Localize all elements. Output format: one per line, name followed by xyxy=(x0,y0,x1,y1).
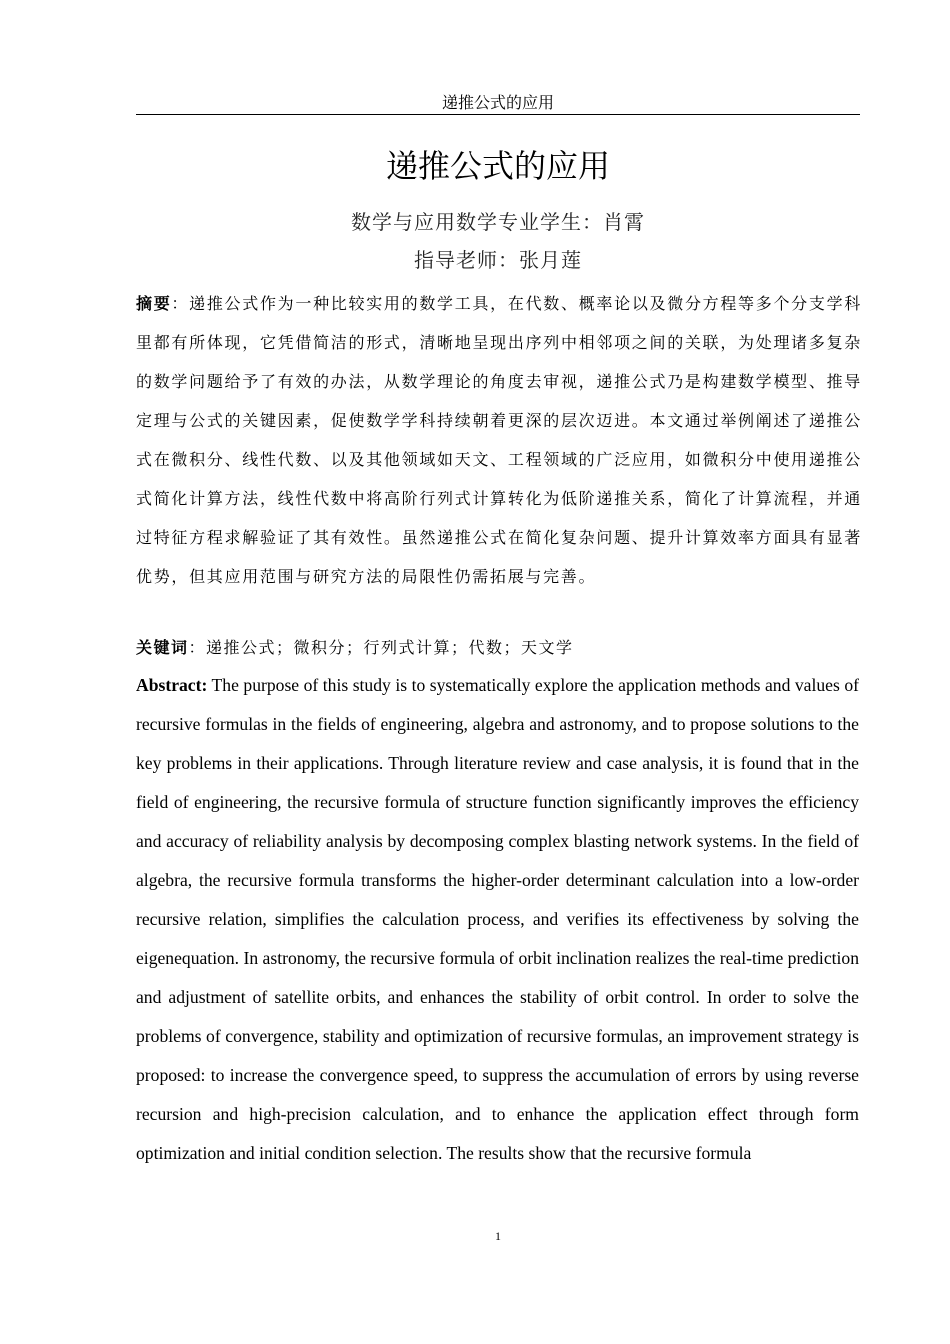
chinese-keywords-label: 关键词 xyxy=(136,638,189,657)
english-abstract-text: The purpose of this study is to systematically explore the application methods and values of recursive formulas in the fields of engineering, algebra and astronomy, and to propose solutions to the key problems in their applications. Through literature review and case analysis, it is found that in the field of engineering, the recursive formula of structure function significantly improves the efficiency and accuracy of reliability analysis by decomposing complex blasting network systems. In the field of algebra, the recursive formula transforms the higher-order determinant calculation into a low-order recursive relation, simplifies the calculation process, and verifies its effectiveness by solving the eigenequation. In astronomy, the recursive formula of orbit inclination realizes the real-time prediction and adjustment of satellite orbits, and enhances the stability of orbit control. In order to solve the problems of convergence, stability and optimization of recursive formulas, an improvement strategy is proposed: to increase the convergence speed, to suppress the accumulation of errors by using reverse recursion and high-precision calculation, and to enhance the application effect through form optimization and initial condition selection. The results show that the recursive formula xyxy=(136,675,859,1163)
chinese-keywords-text: 递推公式；微积分；行列式计算；代数；天文学 xyxy=(206,638,574,657)
chinese-abstract-separator: ： xyxy=(171,294,190,313)
page-title: 递推公式的应用 xyxy=(385,147,610,185)
english-abstract-label: Abstract: xyxy=(136,675,208,695)
student-byline: 数学与应用数学专业学生：肖霄 xyxy=(351,210,645,234)
advisor-byline: 指导老师：张月莲 xyxy=(414,248,582,272)
page-number: 1 xyxy=(495,1229,501,1243)
chinese-keywords-separator: ： xyxy=(188,638,207,657)
header-divider xyxy=(136,114,860,115)
english-abstract xyxy=(136,666,859,1173)
chinese-abstract-text: 递推公式作为一种比较实用的数学工具，在代数、概率论以及微分方程等多个分支学科里都有所体现，它凭借简洁的形式，清晰地呈现出序列中相邻项之间的关联，为处理诸多复杂的数学问题给予了有效的办法，从数学理论的角度去审视，递推公式乃是构建数学模型、推导定理与公式的关键因素，促使数学学科持续朝着更深的层次迈进。本文通过举例阐述了递推公式在微积分、线性代数、以及其他领域如天文、工程领域的广泛应用，如微积分中使用递推公式简化计算方法，线性代数中将高阶行列式计算转化为低阶递推关系，简化了计算流程，并通过特征方程求解验证了其有效性。虽然递推公式在简化复杂问题、提升计算效率方面具有显著优势，但其应用范围与研究方法的局限性仍需拓展与完善。 xyxy=(136,294,863,586)
chinese-keywords xyxy=(136,630,862,666)
running-header: 递推公式的应用 xyxy=(441,93,554,112)
chinese-abstract xyxy=(136,284,862,596)
chinese-abstract-label: 摘要 xyxy=(136,294,172,313)
